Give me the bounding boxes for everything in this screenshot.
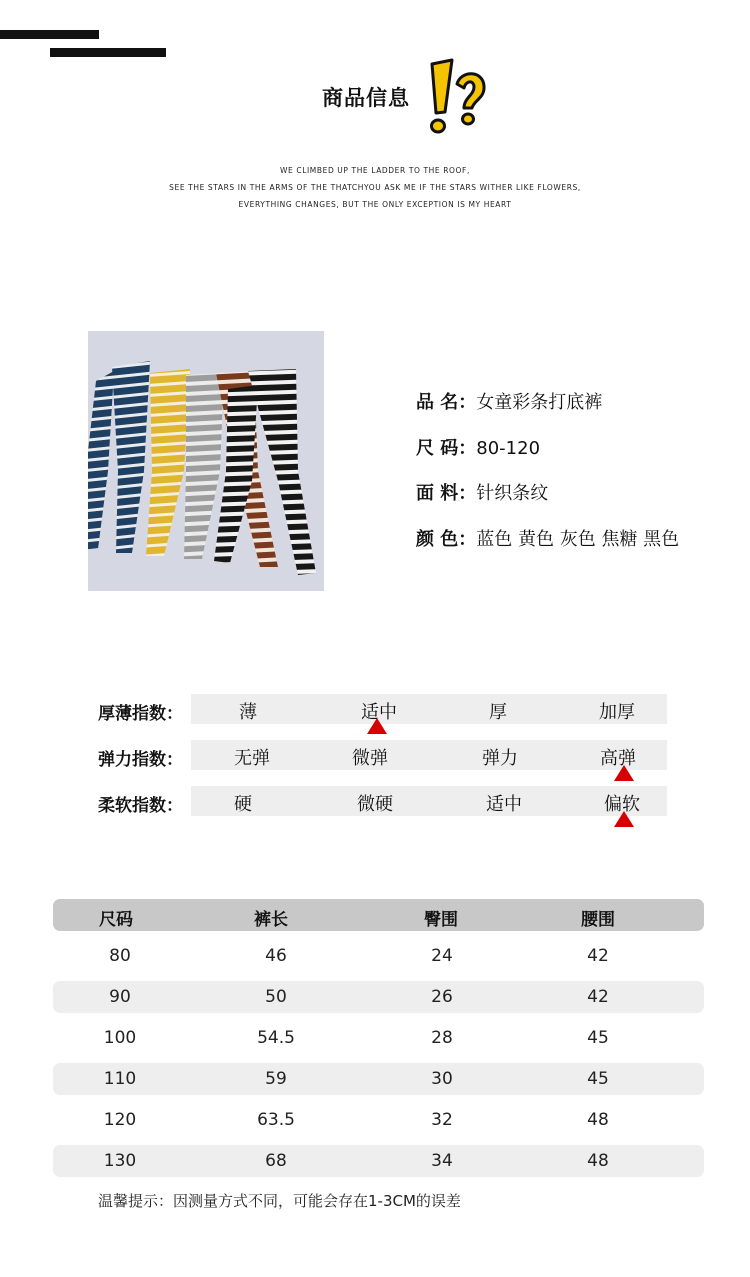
spec-color-value: 蓝色 黄色 灰色 焦糖 黑色: [476, 529, 680, 550]
decor-bar-top: [0, 30, 99, 39]
spec-size-key: 尺 码：: [416, 438, 477, 459]
thickness-option: 加厚: [599, 702, 635, 723]
measurement-note: 温馨提示：因测量方式不同，可能会存在1-3CM的误差: [98, 1192, 461, 1210]
elasticity-option: 无弹: [234, 748, 270, 769]
cell-size: 100: [103, 1028, 137, 1048]
cell-waist: 48: [587, 1110, 609, 1130]
cell-length: 54.5: [257, 1028, 295, 1048]
tagline-line-2: SEE THE STARS IN THE ARMS OF THE THATCHYOU ASK ME IF THE STARS WITHER LIKE FLOWERS,: [169, 183, 581, 192]
spec-color: [416, 525, 679, 551]
softness-option: 微硬: [357, 794, 393, 815]
spec-fabric: [416, 479, 548, 505]
header-waist: 腰围: [581, 910, 615, 930]
product-photo: [88, 331, 324, 591]
cell-size: 80: [109, 946, 131, 966]
cell-hip: 28: [431, 1028, 453, 1048]
cell-size: 120: [103, 1110, 137, 1130]
elasticity-index-label: 弹力指数：: [98, 750, 183, 770]
table-row: [53, 1104, 704, 1136]
softness-indicator: [614, 811, 634, 827]
cell-hip: 30: [431, 1069, 453, 1089]
spec-color-key: 颜 色：: [416, 529, 477, 550]
thickness-index-label: 厚薄指数：: [98, 704, 183, 724]
elasticity-index-bar: [191, 740, 667, 770]
softness-option: 偏软: [604, 794, 640, 815]
table-row: [53, 1145, 704, 1177]
cell-hip: 34: [431, 1151, 453, 1171]
cell-waist: 42: [587, 987, 609, 1007]
thickness-index-bar: [191, 694, 667, 724]
striped-leggings-illustration: [88, 331, 324, 591]
page-title: 商品信息: [322, 86, 410, 110]
table-row: [53, 981, 704, 1013]
softness-option: 适中: [486, 794, 522, 815]
cell-length: 59: [265, 1069, 287, 1089]
cell-size: 130: [103, 1151, 137, 1171]
size-table-header: [53, 899, 704, 931]
exclamation-question-icon: [414, 56, 490, 142]
spec-fabric-key: 面 料：: [416, 483, 477, 504]
table-row: [53, 940, 704, 972]
header-hip: 臀围: [424, 910, 458, 930]
cell-waist: 48: [587, 1151, 609, 1171]
cell-length: 50: [265, 987, 287, 1007]
header-size: 尺码: [99, 910, 133, 930]
title-block: [0, 56, 750, 146]
header-length: 裤长: [254, 910, 288, 930]
spec-name-key: 品 名：: [416, 392, 477, 413]
cell-waist: 45: [587, 1069, 609, 1089]
softness-option: 硬: [234, 794, 252, 815]
cell-waist: 45: [587, 1028, 609, 1048]
cell-hip: 26: [431, 987, 453, 1007]
spec-name: [416, 388, 602, 414]
cell-length: 46: [265, 946, 287, 966]
tagline-line-1: WE CLIMBED UP THE LADDER TO THE ROOF,: [280, 166, 470, 175]
elasticity-indicator: [614, 765, 634, 781]
cell-length: 63.5: [257, 1110, 295, 1130]
softness-index-label: 柔软指数：: [98, 796, 183, 816]
thickness-option: 厚: [489, 702, 507, 723]
spec-fabric-value: 针织条纹: [476, 483, 549, 504]
softness-index-bar: [191, 786, 667, 816]
table-row: [53, 1063, 704, 1095]
cell-hip: 24: [431, 946, 453, 966]
thickness-indicator: [367, 718, 387, 734]
thickness-option: 薄: [239, 702, 257, 723]
thickness-option: 适中: [361, 702, 397, 723]
spec-size: [416, 434, 540, 460]
cell-length: 68: [265, 1151, 287, 1171]
elasticity-option: 高弹: [600, 748, 636, 769]
cell-size: 110: [103, 1069, 137, 1089]
spec-name-value: 女童彩条打底裤: [476, 392, 603, 413]
tagline-line-3: EVERYTHING CHANGES, BUT THE ONLY EXCEPTION IS MY HEART: [238, 200, 512, 209]
spec-size-value: 80-120: [476, 438, 541, 459]
cell-hip: 32: [431, 1110, 453, 1130]
cell-waist: 42: [587, 946, 609, 966]
table-row: [53, 1022, 704, 1054]
elasticity-option: 弹力: [482, 748, 518, 769]
elasticity-option: 微弹: [352, 748, 388, 769]
cell-size: 90: [109, 987, 131, 1007]
